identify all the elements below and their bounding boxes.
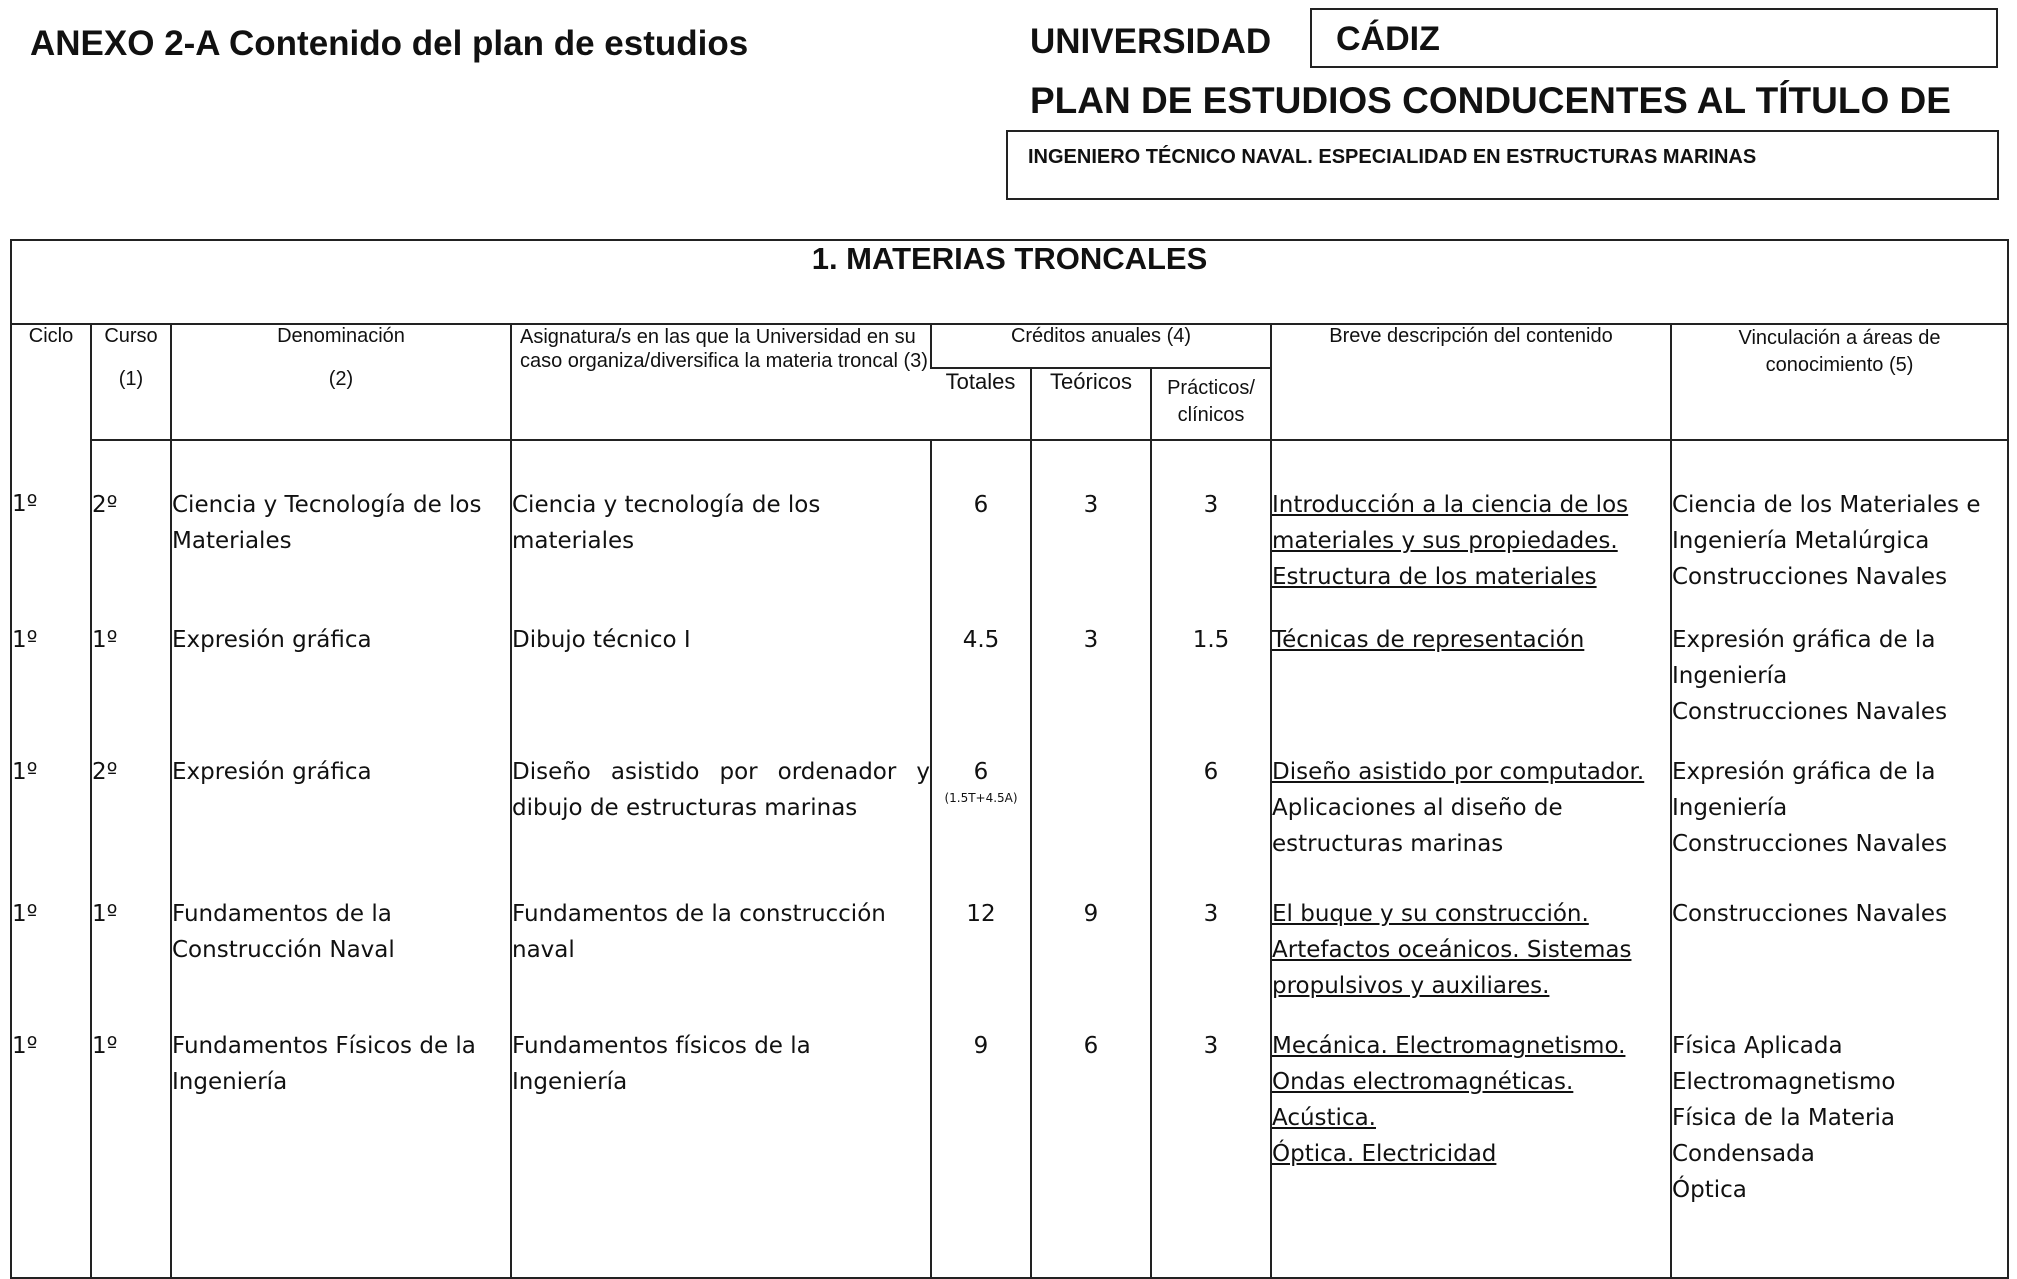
totales-cell: 9	[931, 1028, 1031, 1278]
practicos-cell: 3	[1151, 896, 1271, 1028]
ciclo-cell: 1º	[12, 1033, 38, 1059]
annex-title: ANEXO 2-A Contenido del plan de estudios	[30, 24, 749, 63]
practicos-cell: 1.5	[1151, 622, 1271, 754]
vinculacion-cell: Expresión gráfica de la Ingeniería Construcciones Navales	[1671, 754, 2008, 896]
col-denominacion: Denominación (2)	[171, 324, 511, 440]
curso-cell: 2º	[91, 754, 171, 896]
university-value: CÁDIZ	[1336, 20, 1440, 58]
ciclo-cell: 1º	[12, 901, 38, 927]
denominacion-cell: Ciencia y Tecnología de los Materiales	[171, 440, 511, 622]
table-title: 1. MATERIAS TRONCALES	[11, 240, 2008, 324]
practicos-cell: 3	[1151, 440, 1271, 622]
curso-cell: 1º	[91, 1028, 171, 1278]
table-row	[11, 440, 2008, 622]
denominacion-cell: Fundamentos Físicos de la Ingeniería	[171, 1028, 511, 1278]
degree-title-field	[1006, 130, 1999, 200]
teoricos-cell: 3	[1031, 440, 1151, 622]
vinculacion-cell: Expresión gráfica de la Ingeniería Construcciones Navales	[1671, 622, 2008, 754]
university-field	[1310, 8, 1998, 68]
col-creditos: Créditos anuales (4)	[931, 324, 1271, 368]
degree-title-value: INGENIERO TÉCNICO NAVAL. ESPECIALIDAD EN ESTRUCTURAS MARINAS	[1028, 146, 1757, 168]
col-asignaturas: Asignatura/s en las que la Universidad en su caso organiza/diversifica la materia troncal (3)	[511, 324, 931, 440]
ciclo-cell: 1º	[12, 759, 38, 785]
descripcion-cell: El buque y su construcción. Artefactos oceánicos. Sistemas propulsivos y auxiliares.	[1271, 896, 1671, 1028]
asignatura-cell: Fundamentos físicos de la Ingeniería	[511, 1028, 931, 1278]
curso-cell: 1º	[91, 622, 171, 754]
table-row	[11, 754, 2008, 896]
curso-cell: 2º	[91, 440, 171, 622]
col-ciclo: Ciclo	[28, 325, 74, 347]
asignatura-cell: Fundamentos de la construcción naval	[511, 896, 931, 1028]
table-row	[11, 1028, 2008, 1278]
totales-cell: 12	[931, 896, 1031, 1028]
ciclo-cell: 1º	[12, 491, 38, 517]
practicos-cell: 6	[1151, 754, 1271, 896]
col-teoricos: Teóricos	[1031, 368, 1151, 440]
descripcion-cell: Diseño asistido por computador. Aplicaciones al diseño de estructuras marinas	[1271, 754, 1671, 896]
col-descripcion: Breve descripción del contenido	[1271, 324, 1671, 440]
totales-cell: 6 (1.5T+4.5A)	[931, 754, 1031, 896]
col-curso: Curso (1)	[91, 324, 171, 440]
descripcion-cell: Introducción a la ciencia de los materiales y sus propiedades. Estructura de los materiales	[1271, 440, 1671, 622]
table-row	[11, 622, 2008, 754]
col-practicos: Prácticos/ clínicos	[1151, 368, 1271, 440]
ciclo-cell: 1º	[12, 627, 38, 653]
col-totales: Totales	[931, 368, 1031, 440]
denominacion-cell: Expresión gráfica	[171, 622, 511, 754]
teoricos-cell: 3	[1031, 622, 1151, 754]
denominacion-cell: Expresión gráfica	[171, 754, 511, 896]
university-label: UNIVERSIDAD	[1030, 22, 1272, 61]
vinculacion-cell: Ciencia de los Materiales e Ingeniería Metalúrgica Construcciones Navales	[1671, 440, 2008, 622]
teoricos-cell: 9	[1031, 896, 1151, 1028]
troncales-table	[10, 239, 2009, 1279]
table-row	[11, 896, 2008, 1028]
totales-cell: 4.5	[931, 622, 1031, 754]
asignatura-cell: Dibujo técnico I	[511, 622, 931, 754]
col-vinculacion: Vinculación a áreas de conocimiento (5)	[1671, 324, 2008, 440]
descripcion-cell: Técnicas de representación	[1271, 622, 1671, 754]
denominacion-cell: Fundamentos de la Construcción Naval	[171, 896, 511, 1028]
asignatura-cell: Ciencia y tecnología de los materiales	[511, 440, 931, 622]
teoricos-cell: 6	[1031, 1028, 1151, 1278]
vinculacion-cell: Construcciones Navales	[1671, 896, 2008, 1028]
curso-cell: 1º	[91, 896, 171, 1028]
totales-cell: 6	[931, 440, 1031, 622]
teoricos-cell	[1031, 754, 1151, 896]
descripcion-cell: Mecánica. Electromagnetismo. Ondas electromagnéticas. Acústica. Óptica. Electricidad	[1271, 1028, 1671, 1278]
asignatura-cell: Diseño asistido por ordenador y dibujo de estructuras marinas	[511, 754, 931, 896]
plan-heading: PLAN DE ESTUDIOS CONDUCENTES AL TÍTULO DE	[1030, 80, 1951, 121]
practicos-cell: 3	[1151, 1028, 1271, 1278]
vinculacion-cell: Física Aplicada Electromagnetismo Física de la Materia Condensada Óptica	[1671, 1028, 2008, 1278]
